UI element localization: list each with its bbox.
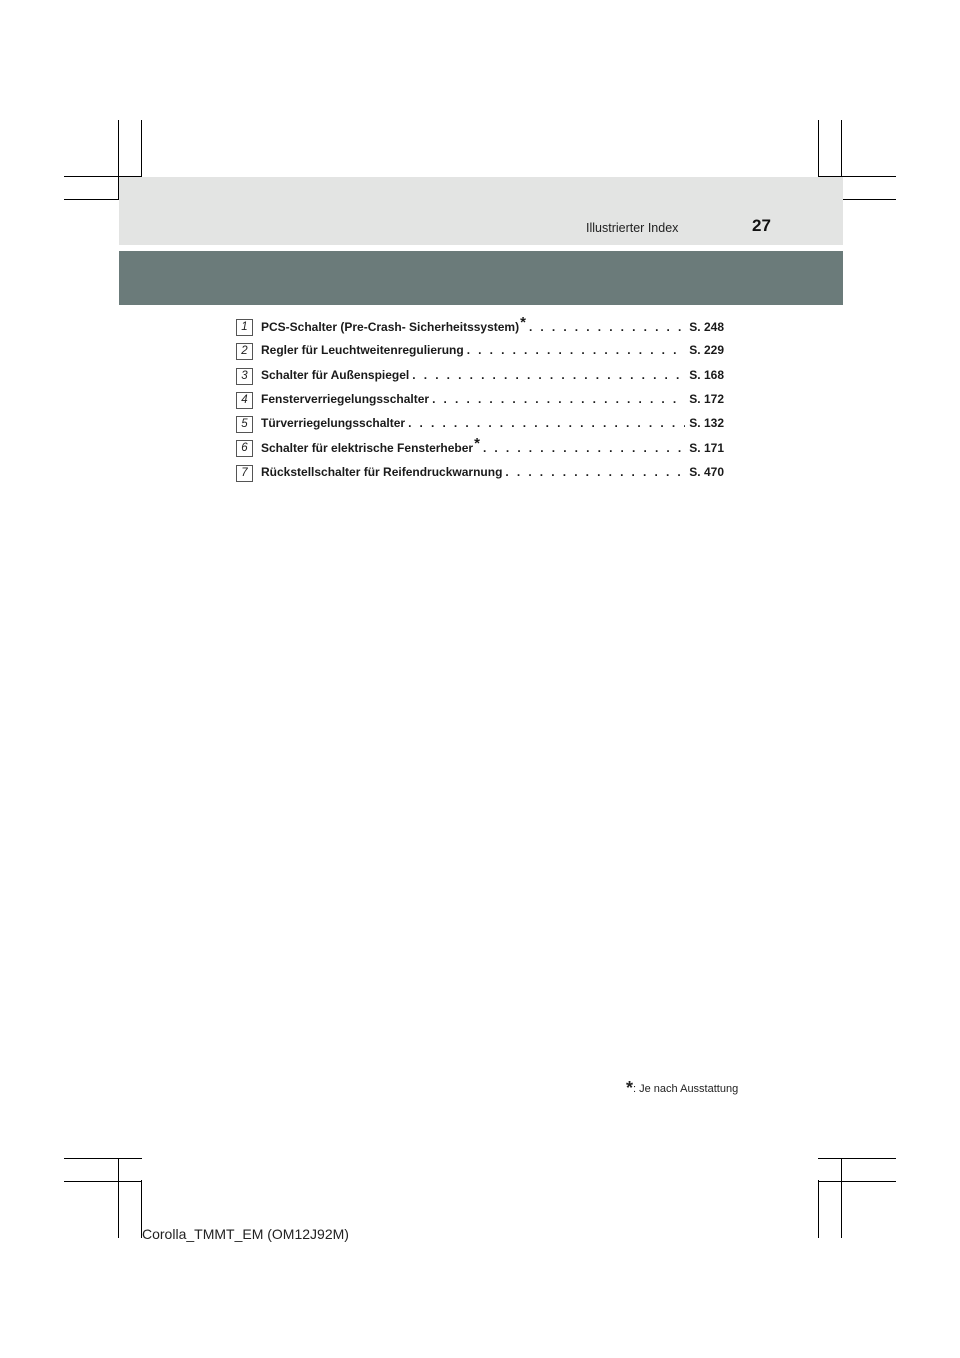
index-item[interactable] — [236, 462, 724, 486]
dot-leader — [529, 320, 685, 334]
item-number-badge: 1 — [236, 319, 253, 336]
page-number: 27 — [752, 216, 771, 235]
item-label: Regler für Leuchtweitenregulierung — [261, 343, 464, 358]
item-label: Türverriegelungsschalter — [261, 416, 406, 431]
item-label: Fensterverriegelungsschalter — [261, 391, 430, 406]
footnote-star: * — [626, 1078, 634, 1098]
footnote-text: : Je nach Ausstattung — [633, 1083, 739, 1095]
item-number-badge: 5 — [236, 416, 253, 433]
dot-leader — [432, 392, 685, 406]
crop-mark — [818, 1158, 896, 1159]
index-item[interactable] — [236, 413, 724, 437]
availability-star: * — [520, 314, 526, 331]
index-item[interactable] — [236, 365, 724, 389]
item-number-badge: 4 — [236, 392, 253, 409]
crop-mark — [118, 1158, 119, 1238]
crop-mark — [64, 1181, 142, 1182]
availability-star: * — [474, 435, 480, 453]
footnote — [626, 1076, 738, 1097]
page-reference-link[interactable]: S. 172 — [689, 391, 724, 406]
crop-mark — [64, 1158, 142, 1159]
dot-leader — [505, 465, 685, 479]
header-band — [119, 177, 843, 245]
document-code: Corolla_TMMT_EM (OM12J92M) — [142, 1226, 349, 1242]
page-reference-link[interactable]: S. 132 — [689, 416, 724, 431]
index-item[interactable] — [236, 340, 724, 364]
item-number-badge: 6 — [236, 440, 253, 457]
crop-mark — [818, 1181, 896, 1182]
item-number-badge: 2 — [236, 343, 253, 360]
item-label: Schalter für Außenspiegel — [261, 367, 410, 382]
index-item[interactable] — [236, 389, 724, 413]
illustration-band — [119, 251, 843, 305]
page-reference-link[interactable]: S. 470 — [689, 464, 724, 479]
index-list — [236, 316, 724, 486]
item-number-badge: 7 — [236, 465, 253, 482]
dot-leader — [467, 343, 686, 357]
crop-mark — [841, 1158, 842, 1238]
page-reference-link[interactable]: S. 168 — [689, 367, 724, 382]
crop-mark — [818, 1180, 819, 1238]
item-label: Rückstellschalter für Reifendruckwarnung — [261, 464, 503, 479]
item-label: PCS-Schalter (Pre-Crash- Sicherheitssystem) — [261, 320, 520, 334]
dot-leader — [483, 441, 685, 455]
page-reference-link[interactable]: S. 248 — [689, 320, 724, 334]
item-number-badge: 3 — [236, 368, 253, 385]
dot-leader — [408, 416, 685, 430]
section-title: Illustrierter Index — [586, 221, 679, 235]
index-item[interactable] — [236, 437, 724, 461]
dot-leader — [412, 368, 685, 382]
index-item[interactable] — [236, 316, 724, 340]
item-label: Schalter für elektrische Fensterheber — [261, 441, 474, 456]
page-reference-link[interactable]: S. 171 — [689, 441, 724, 456]
page-reference-link[interactable]: S. 229 — [689, 343, 724, 358]
